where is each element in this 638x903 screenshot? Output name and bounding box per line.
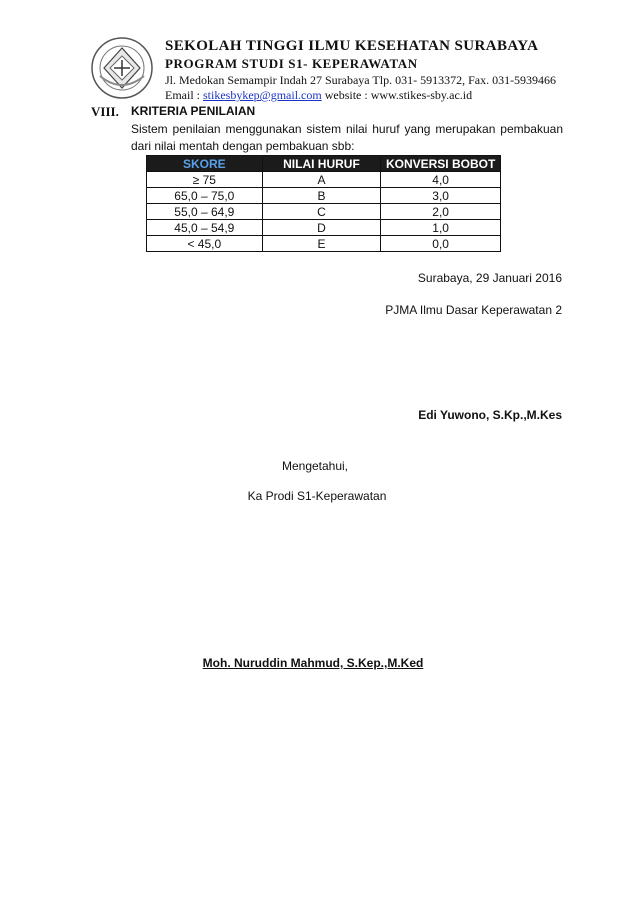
header-nilai-huruf: NILAI HURUF xyxy=(262,156,381,172)
email-link[interactable]: stikesbykep@gmail.com xyxy=(203,88,322,102)
weight-cell: 3,0 xyxy=(381,188,501,204)
score-cell: 55,0 – 64,9 xyxy=(147,204,263,220)
place-date: Surabaya, 29 Januari 2016 xyxy=(417,271,562,285)
table-row xyxy=(147,236,501,252)
weight-cell: 0,0 xyxy=(381,236,501,252)
signer1-name: Edi Yuwono, S.Kp.,M.Kes xyxy=(418,408,562,422)
weight-cell: 2,0 xyxy=(381,204,501,220)
header-konversi-bobot: KONVERSI BOBOT xyxy=(381,156,501,172)
contact-line xyxy=(165,88,472,103)
table-header-row xyxy=(147,156,501,172)
section-paragraph: Sistem penilaian menggunakan sistem nilai huruf yang merupakan pembakuan dari nilai mentah dengan pembakuan sbb: xyxy=(131,122,563,153)
letter-cell: E xyxy=(262,236,381,252)
header-skore: SKORE xyxy=(147,156,263,172)
table-row xyxy=(147,220,501,236)
table-row xyxy=(147,188,501,204)
weight-cell: 1,0 xyxy=(381,220,501,236)
program-name: PROGRAM STUDI S1- KEPERAWATAN xyxy=(165,56,418,71)
institution-name: SEKOLAH TINGGI ILMU KESEHATAN SURABAYA xyxy=(165,38,539,54)
score-cell: < 45,0 xyxy=(147,236,263,252)
letter-cell: C xyxy=(262,204,381,220)
letter-cell: A xyxy=(262,172,381,188)
score-cell: 45,0 – 54,9 xyxy=(147,220,263,236)
section-number: VIII. xyxy=(91,104,119,119)
table-row xyxy=(147,172,501,188)
institution-address: Jl. Medokan Semampir Indah 27 Surabaya Tlp. 031- 5913372, Fax. 031-5939466 xyxy=(165,73,557,87)
letter-cell: D xyxy=(262,220,381,236)
score-cell: 65,0 – 75,0 xyxy=(147,188,263,204)
signer2-position: Ka Prodi S1-Keperawatan xyxy=(247,489,387,503)
letter-cell: B xyxy=(262,188,381,204)
table-row xyxy=(147,204,501,220)
email-label: Email : xyxy=(165,88,203,102)
website-text: website : www.stikes-sby.ac.id xyxy=(321,88,473,102)
acknowledged-label: Mengetahui, xyxy=(281,459,349,473)
signer1-position: PJMA Ilmu Dasar Keperawatan 2 xyxy=(385,303,562,317)
signer2-name: Moh. Nuruddin Mahmud, S.Kep.,M.Ked xyxy=(202,656,424,670)
weight-cell: 4,0 xyxy=(381,172,501,188)
institution-logo-icon xyxy=(90,36,154,100)
section-title: KRITERIA PENILAIAN xyxy=(131,104,256,118)
score-cell: ≥ 75 xyxy=(147,172,263,188)
grading-table xyxy=(146,155,501,252)
